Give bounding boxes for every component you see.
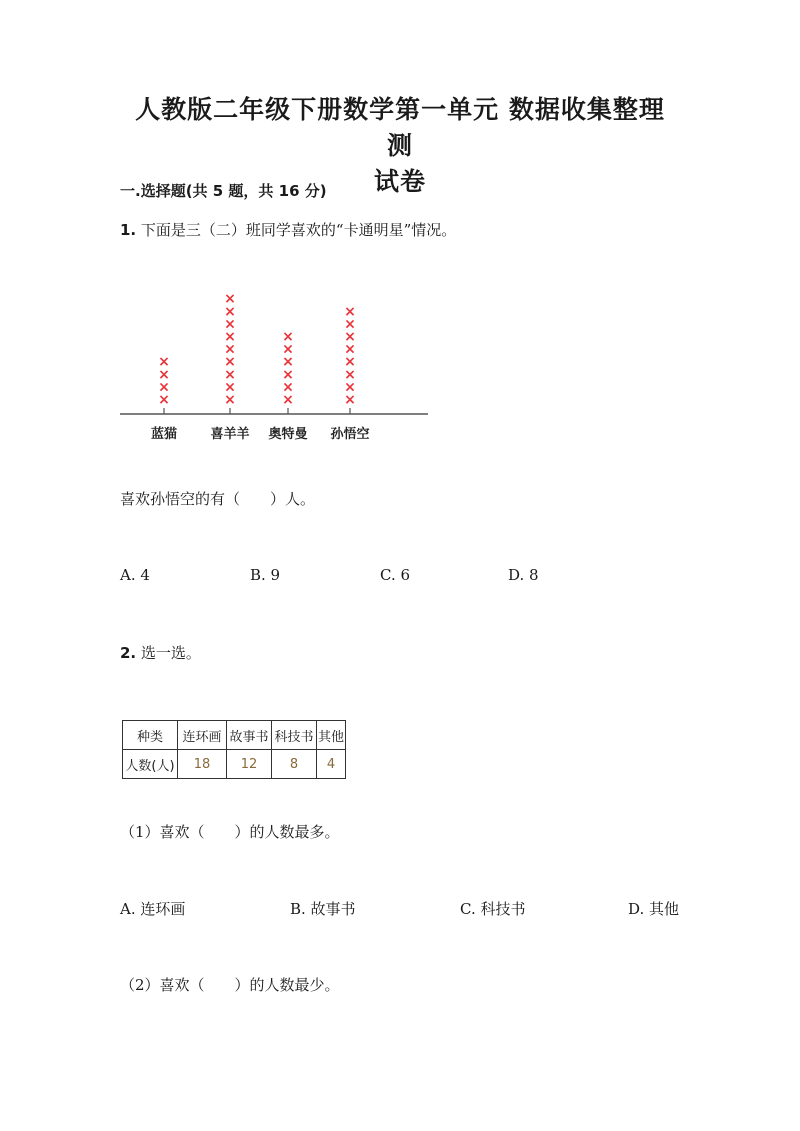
question-2-sub-2: （2）喜欢（ ）的人数最少。 [120,976,340,994]
q1-option-c[interactable]: C. 6 [380,566,411,584]
chart-category-label: 蓝猫 [150,427,178,442]
q1-option-a[interactable]: A. 4 [120,566,150,584]
chart-marker: × [224,303,236,320]
chart-marker: × [344,392,356,408]
chart-marker: × [344,303,356,320]
chart-marker: × [158,366,170,383]
chart-marker: × [344,341,356,358]
chart-marker: × [282,354,294,371]
chart-marker: × [282,329,294,345]
chart-marker: × [282,379,294,396]
table-row [123,750,346,779]
q2-1-option-a[interactable]: A. 连环画 [120,900,186,918]
section-heading: 一.选择题(共 5 题，共 16 分) [120,182,327,200]
table-cell: 8 [272,750,317,779]
title-line-2: 试卷 [373,167,426,196]
table-header-cell: 科技书 [272,721,317,750]
q1-option-b[interactable]: B. 9 [250,566,281,584]
chart-marker: × [158,392,170,408]
chart-marker: × [344,329,356,345]
q2-1-option-b[interactable]: B. 故事书 [290,900,356,918]
data-table [122,720,346,779]
chart-marker: × [344,316,356,333]
question-1 [120,219,456,240]
table-cell: 18 [178,750,227,779]
question-1-prompt: 喜欢孙悟空的有（ ）人。 [120,490,316,508]
chart-marker: × [224,366,236,383]
chart-marker: × [224,291,236,308]
chart-marker: × [224,392,236,408]
table-header-cell: 其他 [317,721,346,750]
question-2-number: 2. [120,644,137,662]
question-1-number: 1. [120,221,137,239]
chart-category-label: 喜羊羊 [210,427,250,442]
chart-marker: × [282,366,294,383]
chart-marker: × [158,354,170,371]
chart-category-label: 孙悟空 [330,427,370,442]
question-2-text: 选一选。 [140,644,201,662]
table-header-cell: 种类 [123,721,178,750]
pictograph-chart [118,290,438,450]
chart-marker: × [344,354,356,371]
table-row-label: 人数(人) [123,750,178,779]
table-header-cell: 连环画 [178,721,227,750]
title-line-1: 人教版二年级下册数学第一单元 数据收集整理 测 [135,95,665,160]
chart-marker: × [224,316,236,333]
table-cell: 12 [227,750,272,779]
chart-marker: × [282,341,294,358]
chart-marker: × [224,354,236,371]
chart-marker: × [224,341,236,358]
q2-1-option-c[interactable]: C. 科技书 [460,900,526,918]
chart-marker: × [282,392,294,408]
chart-marker: × [344,366,356,383]
chart-marker: × [158,379,170,396]
chart-marker: × [224,329,236,345]
table-cell: 4 [317,750,346,779]
chart-marker: × [344,379,356,396]
question-1-text: 下面是三（二）班同学喜欢的“卡通明星”情况。 [140,221,457,239]
table-header-cell: 故事书 [227,721,272,750]
q1-option-d[interactable]: D. 8 [508,566,539,584]
question-2 [120,642,201,663]
question-2-sub-1: （1）喜欢（ ）的人数最多。 [120,823,340,841]
q2-1-option-d[interactable]: D. 其他 [628,900,680,918]
chart-marker: × [224,379,236,396]
table-header-row [123,721,346,750]
chart-category-label: 奥特曼 [268,427,308,442]
